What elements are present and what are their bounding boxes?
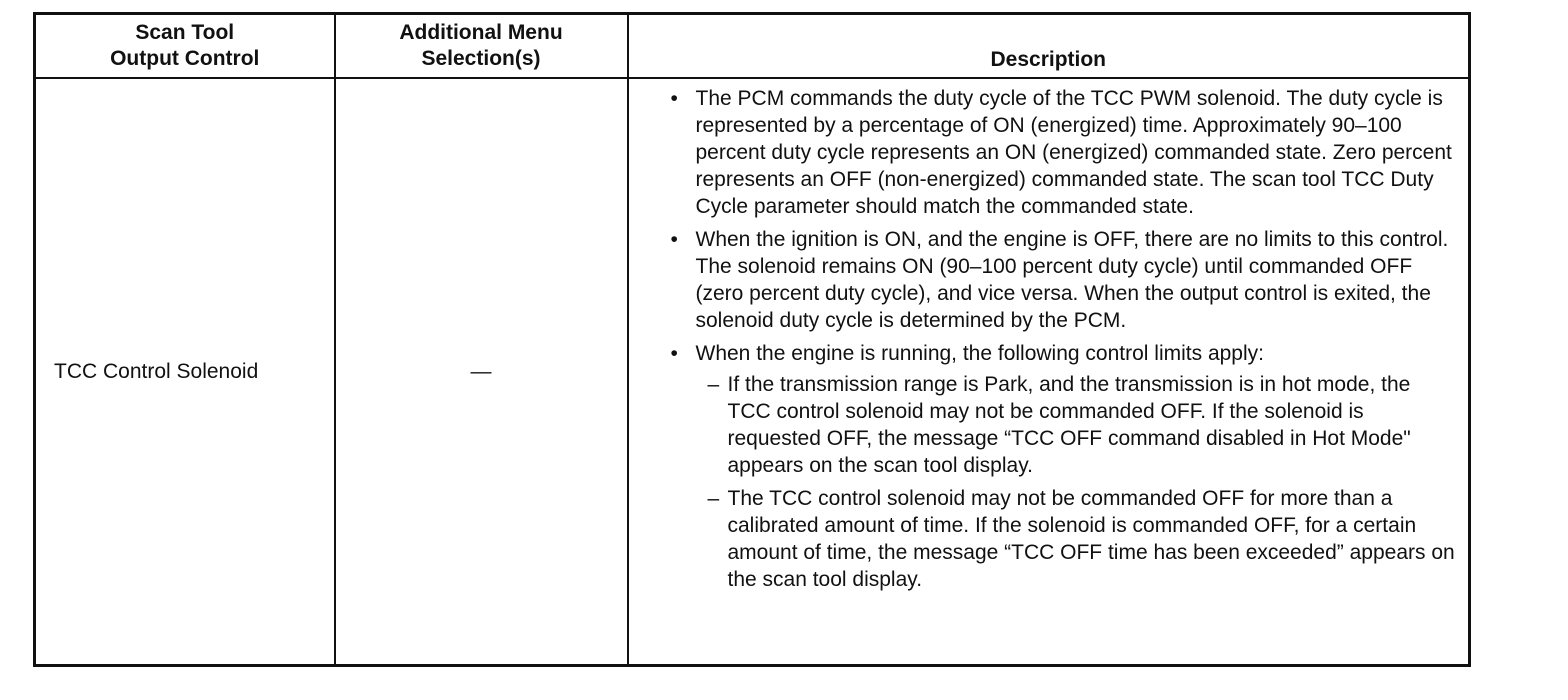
header-line: Additional Menu (399, 21, 563, 44)
control-limit-text: If the transmission range is Park, and the transmission is in hot mode, the TCC control solenoid may not be commanded OFF. If the solenoid is requested OFF, the message “TCC OFF command disabled in Hot Mode" appears on the scan tool display. (727, 372, 1411, 477)
header-line: Scan Tool (135, 21, 235, 44)
table-header-row (35, 14, 1470, 78)
description-bullet (671, 340, 1459, 593)
dash-mark: – (707, 372, 720, 396)
cell-description (628, 78, 1470, 666)
control-limit-item (696, 371, 1459, 479)
header-line: Selection(s) (421, 47, 541, 70)
bullet-mark: • (670, 86, 678, 110)
bullet-mark: • (670, 227, 678, 251)
bullet-text: The PCM commands the duty cycle of the TCC PWM solenoid. The duty cycle is represented by a percentage of ON (energized) time. Approximately 90–100 percent duty cycle represents an ON (energized) commanded state. Zero percent represents an OFF (non-energized) commanded state. The scan tool TCC Duty Cycle parameter should match the commanded state. (695, 86, 1452, 218)
bullet-text: When the engine is running, the following control limits apply: (695, 341, 1264, 365)
description-bullet-list (671, 85, 1459, 593)
header-line: Output Control (110, 47, 260, 70)
header-additional-menu-selections (335, 14, 628, 78)
header-scan-tool-output-control (35, 14, 335, 78)
control-limit-item (696, 485, 1459, 593)
control-limit-text: The TCC control solenoid may not be commanded OFF for more than a calibrated amount of time. If the solenoid is commanded OFF, for a certain amount of time, the message “TCC OFF time has been exceeded” appears on the scan tool display. (727, 486, 1455, 591)
control-limits-list (696, 371, 1459, 593)
header-description: Description (628, 14, 1470, 78)
description-bullet (671, 226, 1459, 334)
table-row (35, 78, 1470, 666)
cell-output-control: TCC Control Solenoid (35, 78, 335, 666)
description-bullet (671, 85, 1459, 220)
bullet-mark: • (670, 341, 678, 365)
dash-mark: – (707, 486, 720, 510)
bullet-text: When the ignition is ON, and the engine is OFF, there are no limits to this control. The solenoid remains ON (90–100 percent duty cycle) until commanded OFF (zero percent duty cycle), and vice versa. When the output control is exited, the solenoid duty cycle is determined by the PCM. (695, 227, 1449, 332)
output-control-table (33, 12, 1471, 667)
cell-menu-selections: — (335, 78, 628, 666)
